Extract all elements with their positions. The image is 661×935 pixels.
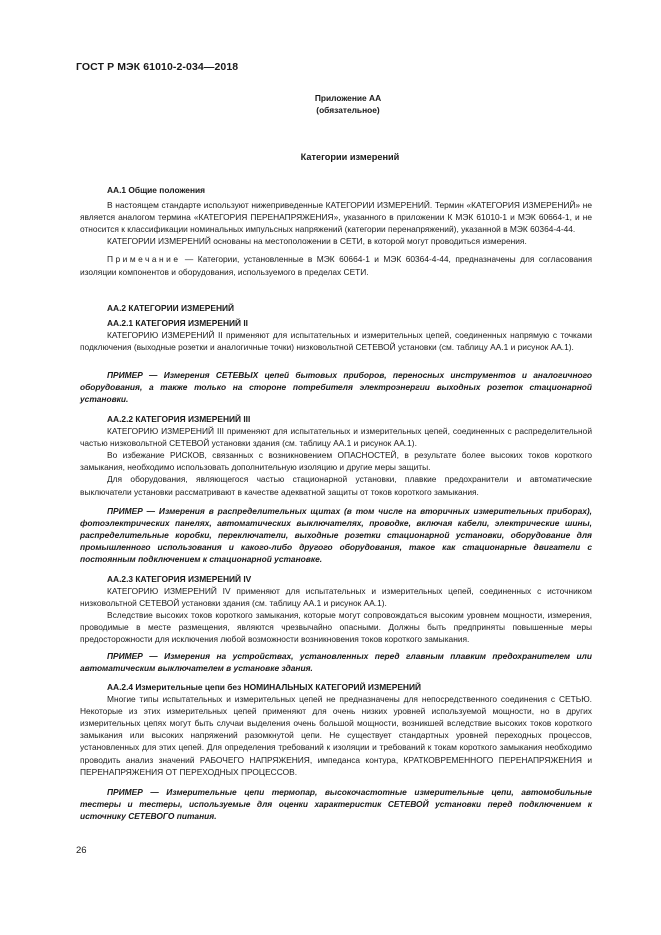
aa22-heading: АА.2.2 КАТЕГОРИЯ ИЗМЕРЕНИЙ III bbox=[107, 414, 251, 424]
aa21-example-block bbox=[80, 369, 592, 405]
aa1-note bbox=[80, 253, 592, 277]
aa21-paragraph-1: КАТЕГОРИЮ ИЗМЕРЕНИЙ II применяют для испытательных и измерительных цепей, соединенных напрямую с точками подключения (выходные розетки и аналогичные точки) низковольтной СЕТЕВОЙ установки (см. таблицу АА.1 и рисунок АА.1). bbox=[80, 330, 592, 353]
aa1-paragraph-2: КАТЕГОРИИ ИЗМЕРЕНИЙ основаны на местоположении в СЕТИ, в которой могут проводиться измерения. bbox=[107, 236, 527, 247]
aa22-paragraph-1: КАТЕГОРИЮ ИЗМЕРЕНИЙ III применяют для испытательных и измерительных цепей, соединенных с распределительной частью низковольтной СЕТЕВОЙ установки здания (см. таблицу АА.1 и рисунок АА.1). bbox=[80, 426, 592, 449]
aa24-paragraph-1: Многие типы испытательных и измерительных цепей не предназначены для непосредственного соединения с СЕТЬЮ. Некоторые из этих измерительных цепей применяют для очень низких уровней используемой мощности, но в других измерительных цепях могут быть случаи выделения очень большой мощности, возникшей вследствие высоких токов короткого замыкания или высоких напряжений разомкнутой цепи. Не существует стандартных уровней переходных процессов, установленных для этих цепей. Для определения требований к изоляции и требований к токам короткого замыкания необходимо проводить анализ значений РАБОЧЕГО НАПРЯЖЕНИЯ, импеданса контура, КРАТКОВРЕМЕННОГО ПЕРЕНАПРЯЖЕНИЯ и ПЕРЕНАПРЯЖЕНИЯ ОТ ПЕРЕХОДНЫХ ПРОЦЕССОВ. bbox=[80, 694, 592, 777]
aa24-example: ПРИМЕР — Измерительные цепи термопар, высокочастотные измерительные цепи, автомобильные тестеры и тестеры, используемые для оценки характеристик СЕТЕВОЙ установки перед подключением к источнику СЕТЕВОГО питания. bbox=[80, 787, 592, 822]
aa23-example: ПРИМЕР — Измерения на устройствах, установленных перед главным плавким предохранителем или автоматическим выключателем в установке здания. bbox=[80, 651, 592, 674]
section-title: Категории измерений bbox=[300, 152, 400, 162]
aa21-heading: АА.2.1 КАТЕГОРИЯ ИЗМЕРЕНИЙ II bbox=[107, 318, 249, 329]
annex-title: Приложение АА bbox=[314, 93, 382, 103]
aa21-example: ПРИМЕР — Измерения СЕТЕВЫХ цепей бытовых приборов, переносных инструментов и аналогичного оборудования, а также только на стороне потребителя электроэнергии выходных розеток стационарной установки. bbox=[80, 370, 592, 405]
aa1-heading: АА.1 Общие положения bbox=[107, 185, 206, 195]
aa2-section bbox=[80, 302, 592, 353]
aa22-paragraph-2: Во избежание РИСКОВ, связанных с возникновением ОПАСНОСТЕЙ, в результате более высоких токов короткого замыкания, необходимо использовать дополнительную изоляцию и другие меры защиты. bbox=[80, 450, 592, 473]
note-label: Примечание bbox=[107, 254, 181, 265]
page-number: 26 bbox=[76, 845, 87, 856]
aa24-section bbox=[80, 681, 592, 778]
aa23-paragraph-1: КАТЕГОРИЮ ИЗМЕРЕНИЙ IV применяют для испытательных и измерительных цепей, соединенных с источником низковольтной СЕТЕВОЙ установки здания (см. таблицу АА.1 и рисунок АА.1). bbox=[80, 586, 592, 609]
aa22-example-block bbox=[80, 505, 592, 565]
aa23-example-block bbox=[80, 650, 592, 674]
aa23-paragraph-2: Вследствие высоких токов короткого замыкания, которые могут сопровождаться высоким уровнем мощности, измерения, проводимые в месте размещения, являются чрезвычайно опасными. Должны быть предприняты повышенные меры предосторожности для исключения любой возможности возникновения токов короткого замыкания. bbox=[80, 610, 592, 645]
annex-heading bbox=[300, 92, 396, 116]
aa24-example-block bbox=[80, 786, 592, 822]
aa22-paragraph-3: Для оборудования, являющегося частью стационарной установки, плавкие предохранители и автоматические выключатели установки рассматривают в качестве адекватной защиты от токов короткого замыкания. bbox=[80, 474, 592, 497]
aa22-section bbox=[80, 413, 592, 498]
standard-header: ГОСТ Р МЭК 61010-2-034—2018 bbox=[76, 61, 239, 73]
aa1-paragraph-1: В настоящем стандарте используют нижеприведенные КАТЕГОРИИ ИЗМЕРЕНИЙ. Термин «КАТЕГОРИЯ ИЗМЕРЕНИЙ» не является аналогом термина «КАТЕГОРИЯ ПЕРЕНАПРЯЖЕНИЯ», указанного в приложении К МЭК 61010-1 и МЭК 60664-1, и не относится к классификации номинальных импульсных напряжений (категории перенапряжений), указанной в МЭК 60364-4-44. bbox=[80, 200, 592, 235]
aa2-heading: АА.2 КАТЕГОРИИ ИЗМЕРЕНИЙ bbox=[107, 303, 235, 313]
aa22-example: ПРИМЕР — Измерения в распределительных щитах (в том числе на вторичных измерительных приборах), фотоэлектрических панелях, автоматических выключателях, проводке, включая кабели, электрические шины, распределительные коробки, переключатели, выходные розетки стационарной установки, оборудование для промышленного использования и какого-либо другого оборудования, такое как стационарные двигатели с постоянным подключением к стационарной установке. bbox=[80, 506, 592, 565]
aa24-heading: АА.2.4 Измерительные цепи без НОМИНАЛЬНЫХ КАТЕГОРИЙ ИЗМЕРЕНИЙ bbox=[107, 682, 422, 692]
aa1-section bbox=[80, 184, 592, 278]
aa23-section bbox=[80, 573, 592, 646]
note-text: — Категории, установленные в МЭК 60664-1 и МЭК 60364-4-44, предназначены для согласования изоляции компонентов и оборудования, используемого в пределах СЕТИ. bbox=[80, 254, 592, 277]
annex-status: (обязательное) bbox=[316, 105, 380, 115]
aa23-heading: АА.2.3 КАТЕГОРИЯ ИЗМЕРЕНИЙ IV bbox=[107, 574, 252, 584]
